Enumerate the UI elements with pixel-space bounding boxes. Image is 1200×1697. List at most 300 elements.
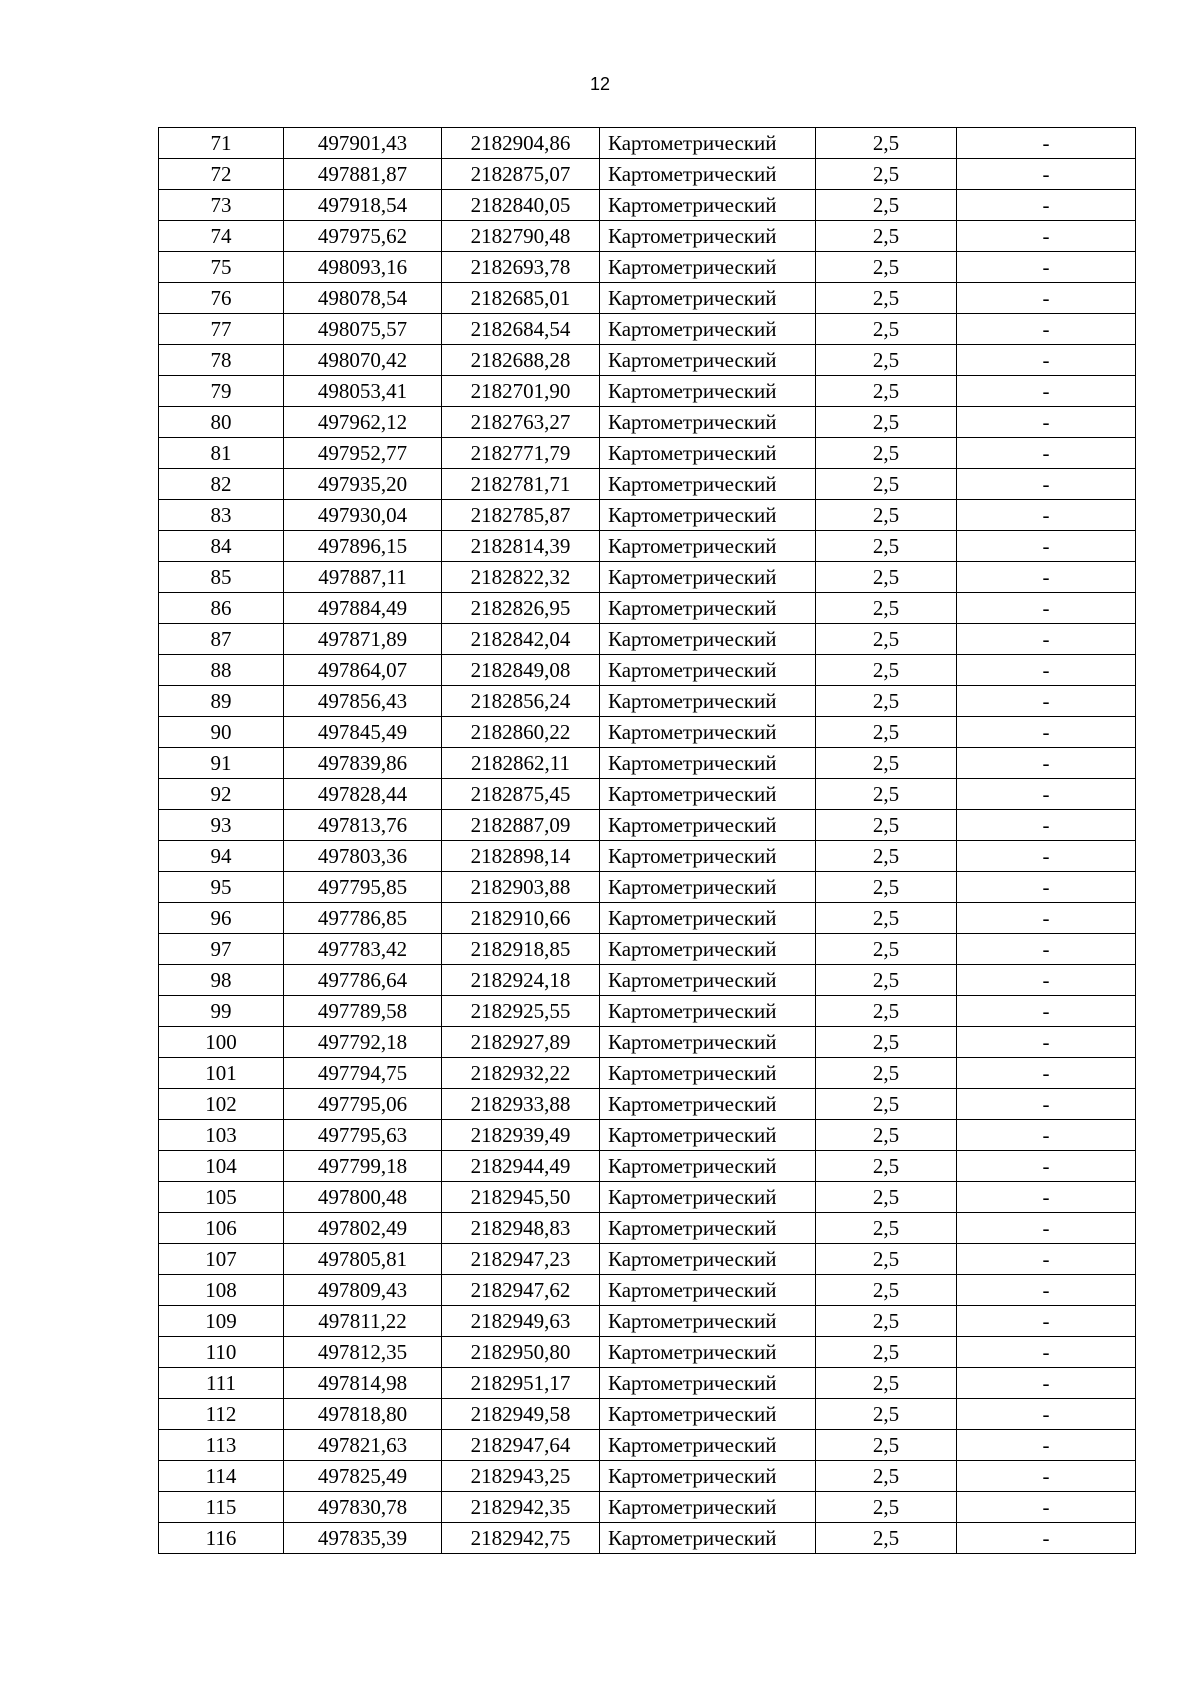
point-number-cell: 108 [159, 1275, 284, 1306]
point-number-cell: 100 [159, 1027, 284, 1058]
y-coordinate-cell: 2182945,50 [442, 1182, 600, 1213]
point-number-cell: 109 [159, 1306, 284, 1337]
table-row [159, 221, 1136, 252]
table-row [159, 624, 1136, 655]
x-coordinate-cell: 497811,22 [284, 1306, 442, 1337]
accuracy-cell: 2,5 [816, 159, 957, 190]
y-coordinate-cell: 2182685,01 [442, 283, 600, 314]
accuracy-cell: 2,5 [816, 1523, 957, 1554]
accuracy-cell: 2,5 [816, 500, 957, 531]
description-cell: - [957, 1368, 1136, 1399]
table-row [159, 810, 1136, 841]
x-coordinate-cell: 497818,80 [284, 1399, 442, 1430]
description-cell: - [957, 221, 1136, 252]
y-coordinate-cell: 2182849,08 [442, 655, 600, 686]
method-cell: Картометрический [600, 438, 816, 469]
point-number-cell: 90 [159, 717, 284, 748]
y-coordinate-cell: 2182887,09 [442, 810, 600, 841]
accuracy-cell: 2,5 [816, 283, 957, 314]
description-cell: - [957, 655, 1136, 686]
description-cell: - [957, 1492, 1136, 1523]
accuracy-cell: 2,5 [816, 655, 957, 686]
table-row [159, 965, 1136, 996]
y-coordinate-cell: 2182950,80 [442, 1337, 600, 1368]
table-row [159, 1368, 1136, 1399]
point-number-cell: 101 [159, 1058, 284, 1089]
method-cell: Картометрический [600, 655, 816, 686]
page-number: 12 [589, 74, 611, 94]
point-number-cell: 99 [159, 996, 284, 1027]
x-coordinate-cell: 497795,85 [284, 872, 442, 903]
x-coordinate-cell: 497975,62 [284, 221, 442, 252]
point-number-cell: 79 [159, 376, 284, 407]
method-cell: Картометрический [600, 903, 816, 934]
y-coordinate-cell: 2182933,88 [442, 1089, 600, 1120]
table-row [159, 996, 1136, 1027]
point-number-cell: 85 [159, 562, 284, 593]
method-cell: Картометрический [600, 965, 816, 996]
description-cell: - [957, 1399, 1136, 1430]
x-coordinate-cell: 497896,15 [284, 531, 442, 562]
x-coordinate-cell: 497794,75 [284, 1058, 442, 1089]
point-number-cell: 113 [159, 1430, 284, 1461]
x-coordinate-cell: 498053,41 [284, 376, 442, 407]
point-number-cell: 76 [159, 283, 284, 314]
accuracy-cell: 2,5 [816, 1337, 957, 1368]
description-cell: - [957, 1244, 1136, 1275]
accuracy-cell: 2,5 [816, 841, 957, 872]
point-number-cell: 103 [159, 1120, 284, 1151]
y-coordinate-cell: 2182862,11 [442, 748, 600, 779]
y-coordinate-cell: 2182939,49 [442, 1120, 600, 1151]
x-coordinate-cell: 497864,07 [284, 655, 442, 686]
point-number-cell: 89 [159, 686, 284, 717]
accuracy-cell: 2,5 [816, 1430, 957, 1461]
y-coordinate-cell: 2182949,63 [442, 1306, 600, 1337]
method-cell: Картометрический [600, 748, 816, 779]
table-row [159, 1275, 1136, 1306]
y-coordinate-cell: 2182942,75 [442, 1523, 600, 1554]
table-row [159, 1089, 1136, 1120]
accuracy-cell: 2,5 [816, 1461, 957, 1492]
table-row [159, 841, 1136, 872]
x-coordinate-cell: 497799,18 [284, 1151, 442, 1182]
table-row [159, 1523, 1136, 1554]
y-coordinate-cell: 2182948,83 [442, 1213, 600, 1244]
method-cell: Картометрический [600, 1120, 816, 1151]
accuracy-cell: 2,5 [816, 1399, 957, 1430]
description-cell: - [957, 779, 1136, 810]
table-row [159, 500, 1136, 531]
x-coordinate-cell: 497839,86 [284, 748, 442, 779]
x-coordinate-cell: 497814,98 [284, 1368, 442, 1399]
table-row [159, 376, 1136, 407]
method-cell: Картометрический [600, 562, 816, 593]
point-number-cell: 94 [159, 841, 284, 872]
accuracy-cell: 2,5 [816, 221, 957, 252]
description-cell: - [957, 1089, 1136, 1120]
y-coordinate-cell: 2182927,89 [442, 1027, 600, 1058]
x-coordinate-cell: 497856,43 [284, 686, 442, 717]
description-cell: - [957, 407, 1136, 438]
method-cell: Картометрический [600, 159, 816, 190]
method-cell: Картометрический [600, 686, 816, 717]
x-coordinate-cell: 498075,57 [284, 314, 442, 345]
description-cell: - [957, 1430, 1136, 1461]
description-cell: - [957, 128, 1136, 159]
method-cell: Картометрический [600, 376, 816, 407]
point-number-cell: 116 [159, 1523, 284, 1554]
x-coordinate-cell: 497935,20 [284, 469, 442, 500]
description-cell: - [957, 1461, 1136, 1492]
description-cell: - [957, 1058, 1136, 1089]
point-number-cell: 75 [159, 252, 284, 283]
point-number-cell: 112 [159, 1399, 284, 1430]
point-number-cell: 71 [159, 128, 284, 159]
table-row [159, 1213, 1136, 1244]
x-coordinate-cell: 497803,36 [284, 841, 442, 872]
y-coordinate-cell: 2182898,14 [442, 841, 600, 872]
description-cell: - [957, 996, 1136, 1027]
point-number-cell: 96 [159, 903, 284, 934]
x-coordinate-cell: 498093,16 [284, 252, 442, 283]
accuracy-cell: 2,5 [816, 376, 957, 407]
x-coordinate-cell: 497789,58 [284, 996, 442, 1027]
description-cell: - [957, 1213, 1136, 1244]
x-coordinate-cell: 497952,77 [284, 438, 442, 469]
point-number-cell: 104 [159, 1151, 284, 1182]
x-coordinate-cell: 498078,54 [284, 283, 442, 314]
point-number-cell: 78 [159, 345, 284, 376]
method-cell: Картометрический [600, 872, 816, 903]
table-row [159, 1492, 1136, 1523]
x-coordinate-cell: 497828,44 [284, 779, 442, 810]
accuracy-cell: 2,5 [816, 1058, 957, 1089]
description-cell: - [957, 1523, 1136, 1554]
y-coordinate-cell: 2182925,55 [442, 996, 600, 1027]
point-number-cell: 83 [159, 500, 284, 531]
description-cell: - [957, 345, 1136, 376]
accuracy-cell: 2,5 [816, 1306, 957, 1337]
table-row [159, 1182, 1136, 1213]
description-cell: - [957, 872, 1136, 903]
point-number-cell: 92 [159, 779, 284, 810]
description-cell: - [957, 314, 1136, 345]
description-cell: - [957, 1337, 1136, 1368]
point-number-cell: 95 [159, 872, 284, 903]
point-number-cell: 98 [159, 965, 284, 996]
table-row [159, 1151, 1136, 1182]
description-cell: - [957, 159, 1136, 190]
accuracy-cell: 2,5 [816, 903, 957, 934]
method-cell: Картометрический [600, 593, 816, 624]
y-coordinate-cell: 2182693,78 [442, 252, 600, 283]
x-coordinate-cell: 497918,54 [284, 190, 442, 221]
method-cell: Картометрический [600, 128, 816, 159]
method-cell: Картометрический [600, 1151, 816, 1182]
y-coordinate-cell: 2182924,18 [442, 965, 600, 996]
point-number-cell: 86 [159, 593, 284, 624]
description-cell: - [957, 252, 1136, 283]
table-row [159, 1120, 1136, 1151]
y-coordinate-cell: 2182875,45 [442, 779, 600, 810]
x-coordinate-cell: 497930,04 [284, 500, 442, 531]
x-coordinate-cell: 497887,11 [284, 562, 442, 593]
coordinates-table [158, 127, 1136, 1554]
accuracy-cell: 2,5 [816, 934, 957, 965]
table-row [159, 1399, 1136, 1430]
accuracy-cell: 2,5 [816, 1089, 957, 1120]
point-number-cell: 102 [159, 1089, 284, 1120]
method-cell: Картометрический [600, 1027, 816, 1058]
accuracy-cell: 2,5 [816, 872, 957, 903]
x-coordinate-cell: 497802,49 [284, 1213, 442, 1244]
table-row [159, 903, 1136, 934]
table-row [159, 593, 1136, 624]
description-cell: - [957, 1306, 1136, 1337]
method-cell: Картометрический [600, 1213, 816, 1244]
method-cell: Картометрический [600, 1275, 816, 1306]
accuracy-cell: 2,5 [816, 128, 957, 159]
point-number-cell: 114 [159, 1461, 284, 1492]
x-coordinate-cell: 498070,42 [284, 345, 442, 376]
y-coordinate-cell: 2182942,35 [442, 1492, 600, 1523]
point-number-cell: 105 [159, 1182, 284, 1213]
point-number-cell: 72 [159, 159, 284, 190]
y-coordinate-cell: 2182781,71 [442, 469, 600, 500]
method-cell: Картометрический [600, 1089, 816, 1120]
accuracy-cell: 2,5 [816, 345, 957, 376]
description-cell: - [957, 1275, 1136, 1306]
description-cell: - [957, 934, 1136, 965]
accuracy-cell: 2,5 [816, 779, 957, 810]
x-coordinate-cell: 497845,49 [284, 717, 442, 748]
x-coordinate-cell: 497871,89 [284, 624, 442, 655]
table-row [159, 531, 1136, 562]
method-cell: Картометрический [600, 1058, 816, 1089]
accuracy-cell: 2,5 [816, 717, 957, 748]
point-number-cell: 88 [159, 655, 284, 686]
description-cell: - [957, 593, 1136, 624]
description-cell: - [957, 376, 1136, 407]
point-number-cell: 106 [159, 1213, 284, 1244]
description-cell: - [957, 903, 1136, 934]
point-number-cell: 93 [159, 810, 284, 841]
accuracy-cell: 2,5 [816, 965, 957, 996]
table-row [159, 1337, 1136, 1368]
y-coordinate-cell: 2182822,32 [442, 562, 600, 593]
y-coordinate-cell: 2182826,95 [442, 593, 600, 624]
y-coordinate-cell: 2182951,17 [442, 1368, 600, 1399]
accuracy-cell: 2,5 [816, 1244, 957, 1275]
y-coordinate-cell: 2182947,23 [442, 1244, 600, 1275]
accuracy-cell: 2,5 [816, 252, 957, 283]
accuracy-cell: 2,5 [816, 996, 957, 1027]
method-cell: Картометрический [600, 1430, 816, 1461]
x-coordinate-cell: 497825,49 [284, 1461, 442, 1492]
accuracy-cell: 2,5 [816, 810, 957, 841]
method-cell: Картометрический [600, 934, 816, 965]
accuracy-cell: 2,5 [816, 314, 957, 345]
method-cell: Картометрический [600, 1244, 816, 1275]
accuracy-cell: 2,5 [816, 1151, 957, 1182]
accuracy-cell: 2,5 [816, 1275, 957, 1306]
description-cell: - [957, 1151, 1136, 1182]
accuracy-cell: 2,5 [816, 624, 957, 655]
y-coordinate-cell: 2182688,28 [442, 345, 600, 376]
y-coordinate-cell: 2182949,58 [442, 1399, 600, 1430]
x-coordinate-cell: 497786,85 [284, 903, 442, 934]
y-coordinate-cell: 2182842,04 [442, 624, 600, 655]
table-row [159, 1461, 1136, 1492]
description-cell: - [957, 624, 1136, 655]
point-number-cell: 81 [159, 438, 284, 469]
method-cell: Картометрический [600, 1368, 816, 1399]
x-coordinate-cell: 497962,12 [284, 407, 442, 438]
x-coordinate-cell: 497881,87 [284, 159, 442, 190]
x-coordinate-cell: 497800,48 [284, 1182, 442, 1213]
description-cell: - [957, 1182, 1136, 1213]
y-coordinate-cell: 2182932,22 [442, 1058, 600, 1089]
x-coordinate-cell: 497835,39 [284, 1523, 442, 1554]
accuracy-cell: 2,5 [816, 1182, 957, 1213]
method-cell: Картометрический [600, 1399, 816, 1430]
y-coordinate-cell: 2182860,22 [442, 717, 600, 748]
x-coordinate-cell: 497786,64 [284, 965, 442, 996]
accuracy-cell: 2,5 [816, 686, 957, 717]
method-cell: Картометрический [600, 841, 816, 872]
method-cell: Картометрический [600, 1306, 816, 1337]
table-row [159, 655, 1136, 686]
description-cell: - [957, 717, 1136, 748]
x-coordinate-cell: 497901,43 [284, 128, 442, 159]
method-cell: Картометрический [600, 717, 816, 748]
accuracy-cell: 2,5 [816, 407, 957, 438]
table-row [159, 934, 1136, 965]
point-number-cell: 97 [159, 934, 284, 965]
accuracy-cell: 2,5 [816, 562, 957, 593]
x-coordinate-cell: 497830,78 [284, 1492, 442, 1523]
method-cell: Картометрический [600, 624, 816, 655]
description-cell: - [957, 469, 1136, 500]
table-row [159, 1027, 1136, 1058]
y-coordinate-cell: 2182947,62 [442, 1275, 600, 1306]
y-coordinate-cell: 2182903,88 [442, 872, 600, 903]
description-cell: - [957, 1027, 1136, 1058]
description-cell: - [957, 531, 1136, 562]
y-coordinate-cell: 2182918,85 [442, 934, 600, 965]
y-coordinate-cell: 2182701,90 [442, 376, 600, 407]
y-coordinate-cell: 2182943,25 [442, 1461, 600, 1492]
accuracy-cell: 2,5 [816, 469, 957, 500]
y-coordinate-cell: 2182944,49 [442, 1151, 600, 1182]
table-row [159, 252, 1136, 283]
table-row [159, 190, 1136, 221]
y-coordinate-cell: 2182904,86 [442, 128, 600, 159]
table-row [159, 128, 1136, 159]
point-number-cell: 84 [159, 531, 284, 562]
y-coordinate-cell: 2182790,48 [442, 221, 600, 252]
point-number-cell: 91 [159, 748, 284, 779]
method-cell: Картометрический [600, 779, 816, 810]
table-row [159, 314, 1136, 345]
x-coordinate-cell: 497795,63 [284, 1120, 442, 1151]
method-cell: Картометрический [600, 500, 816, 531]
x-coordinate-cell: 497783,42 [284, 934, 442, 965]
x-coordinate-cell: 497812,35 [284, 1337, 442, 1368]
y-coordinate-cell: 2182910,66 [442, 903, 600, 934]
method-cell: Картометрический [600, 221, 816, 252]
x-coordinate-cell: 497809,43 [284, 1275, 442, 1306]
accuracy-cell: 2,5 [816, 531, 957, 562]
method-cell: Картометрический [600, 190, 816, 221]
y-coordinate-cell: 2182875,07 [442, 159, 600, 190]
table-row [159, 1306, 1136, 1337]
point-number-cell: 111 [159, 1368, 284, 1399]
y-coordinate-cell: 2182814,39 [442, 531, 600, 562]
table-row [159, 1244, 1136, 1275]
accuracy-cell: 2,5 [816, 1027, 957, 1058]
accuracy-cell: 2,5 [816, 1120, 957, 1151]
point-number-cell: 82 [159, 469, 284, 500]
table-row [159, 779, 1136, 810]
method-cell: Картометрический [600, 810, 816, 841]
description-cell: - [957, 283, 1136, 314]
description-cell: - [957, 965, 1136, 996]
table-row [159, 159, 1136, 190]
method-cell: Картометрический [600, 1492, 816, 1523]
accuracy-cell: 2,5 [816, 1492, 957, 1523]
table-row [159, 686, 1136, 717]
description-cell: - [957, 438, 1136, 469]
description-cell: - [957, 810, 1136, 841]
point-number-cell: 107 [159, 1244, 284, 1275]
y-coordinate-cell: 2182840,05 [442, 190, 600, 221]
table-row [159, 1058, 1136, 1089]
x-coordinate-cell: 497884,49 [284, 593, 442, 624]
method-cell: Картометрический [600, 283, 816, 314]
x-coordinate-cell: 497795,06 [284, 1089, 442, 1120]
description-cell: - [957, 841, 1136, 872]
description-cell: - [957, 686, 1136, 717]
point-number-cell: 115 [159, 1492, 284, 1523]
description-cell: - [957, 1120, 1136, 1151]
table-row [159, 345, 1136, 376]
method-cell: Картометрический [600, 531, 816, 562]
table-row [159, 562, 1136, 593]
method-cell: Картометрический [600, 407, 816, 438]
method-cell: Картометрический [600, 996, 816, 1027]
description-cell: - [957, 190, 1136, 221]
method-cell: Картометрический [600, 345, 816, 376]
method-cell: Картометрический [600, 1523, 816, 1554]
point-number-cell: 80 [159, 407, 284, 438]
point-number-cell: 74 [159, 221, 284, 252]
point-number-cell: 77 [159, 314, 284, 345]
method-cell: Картометрический [600, 1461, 816, 1492]
table-row [159, 283, 1136, 314]
y-coordinate-cell: 2182771,79 [442, 438, 600, 469]
accuracy-cell: 2,5 [816, 748, 957, 779]
method-cell: Картометрический [600, 469, 816, 500]
point-number-cell: 87 [159, 624, 284, 655]
accuracy-cell: 2,5 [816, 1213, 957, 1244]
table-row [159, 407, 1136, 438]
x-coordinate-cell: 497792,18 [284, 1027, 442, 1058]
y-coordinate-cell: 2182947,64 [442, 1430, 600, 1461]
table-row [159, 748, 1136, 779]
point-number-cell: 110 [159, 1337, 284, 1368]
